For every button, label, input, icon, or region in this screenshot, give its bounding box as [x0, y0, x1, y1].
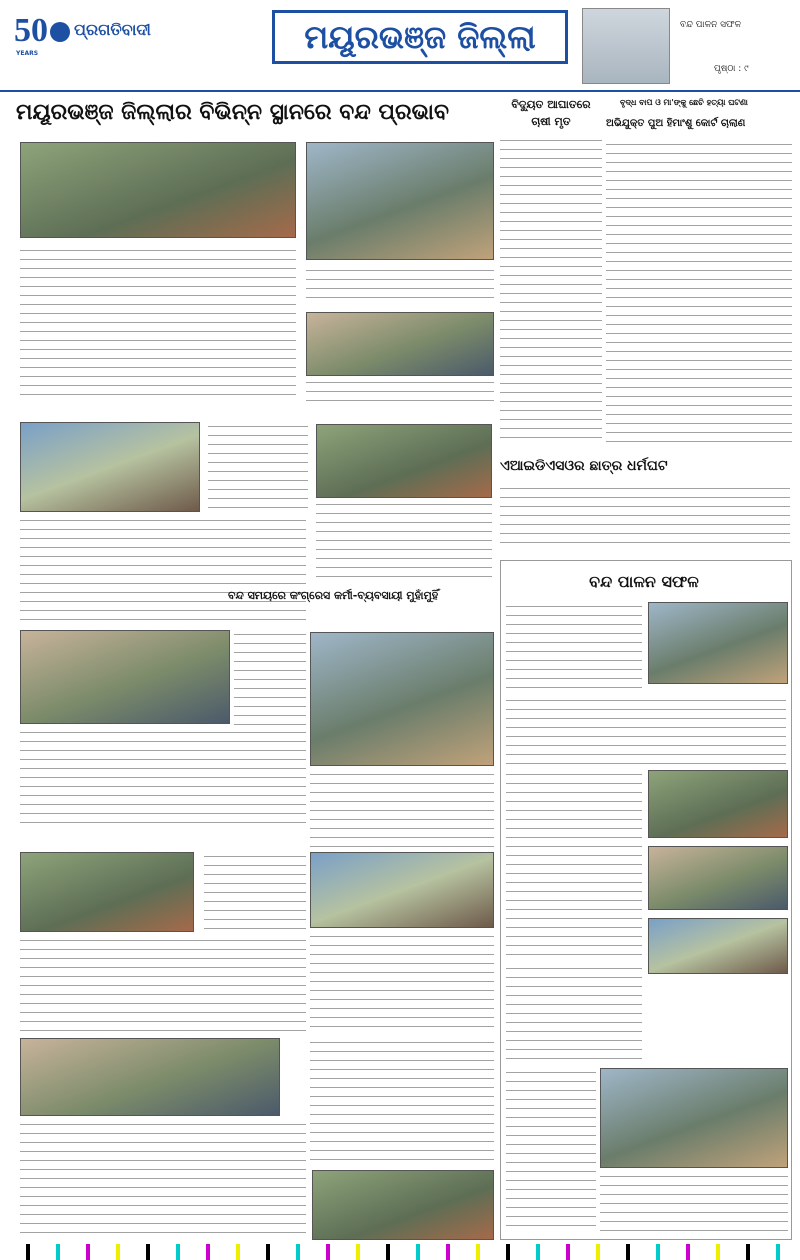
- page-number: ପୃଷ୍ଠା : ୯: [714, 64, 749, 74]
- story-body-text: [506, 696, 786, 764]
- murder-kicker: ବୃଦ୍ଧ ବାପ ଓ ମା'ଙ୍କୁ ଛେଚି ହତ୍ୟା ଘଟଣା: [620, 98, 748, 107]
- anniversary-logo: 50: [14, 12, 48, 49]
- congress-headline: ବନ୍ଦ ସମୟରେ କଂଗ୍ରେସ କର୍ମୀ-ବ୍ୟବସାୟୀ ମୁହାଁମୁହିଁ: [228, 589, 439, 602]
- story-photo: [648, 918, 788, 974]
- story-body-text: [234, 630, 306, 726]
- story-body-text: [506, 964, 642, 1064]
- story-body-text: [204, 852, 306, 932]
- story-photo: [312, 1170, 494, 1240]
- story-photo: [648, 846, 788, 910]
- story-photo: [20, 142, 296, 238]
- story-body-text: [20, 246, 296, 396]
- story-body-text: [606, 140, 792, 446]
- main-headline: ମୟୂରଭଞ୍ଜ ଜିଲ୍ଲାର ବିଭିନ୍ନ ସ୍ଥାନରେ ବନ୍ଦ ପ୍ରଭାବ: [16, 100, 449, 125]
- story-photo: [310, 852, 494, 928]
- paper-name: ପ୍ରଗତିବାଦୀ: [74, 20, 151, 39]
- section-title: ମୟୂରଭଞ୍ଜ ଜିଲ୍ଲା: [272, 10, 568, 64]
- story-photo: [600, 1068, 788, 1168]
- story-photo: [648, 602, 788, 684]
- story-body-text: [310, 770, 494, 850]
- story-body-text: [306, 266, 494, 306]
- story-body-text: [500, 484, 790, 548]
- story-photo: [306, 312, 494, 376]
- color-registration-strip: [0, 1244, 800, 1260]
- masthead-photo: [582, 8, 670, 84]
- story-body-text: [506, 770, 642, 960]
- murder-headline: ଅଭିଯୁକ୍ତ ପୁଅ ହିମାଂଶୁ କୋର୍ଟ ଚାଲାଣ: [606, 118, 746, 129]
- story-body-text: [20, 516, 306, 626]
- story-photo: [306, 142, 494, 260]
- story-photo: [648, 770, 788, 838]
- story-body-text: [506, 1068, 596, 1234]
- story-body-text: [20, 728, 306, 824]
- logo-years-text: YEARS: [16, 50, 39, 57]
- story-photo: [310, 632, 494, 766]
- story-body-text: [208, 422, 308, 516]
- story-body-text: [310, 932, 494, 1032]
- success-headline: ବନ୍ଦ ପାଳନ ସଫଳ: [589, 572, 699, 591]
- story-body-text: [310, 1038, 494, 1166]
- story-body-text: [306, 378, 494, 408]
- story-body-text: [20, 1120, 306, 1238]
- story-photo: [316, 424, 492, 498]
- story-photo: [20, 1038, 280, 1116]
- story-photo: [20, 630, 230, 724]
- story-body-text: [600, 1172, 788, 1236]
- masthead-photo-caption: ବନ୍ଦ ପାଳନ ସଫଳ: [680, 20, 742, 30]
- story-body-text: [500, 136, 602, 446]
- paper-logo-icon: [50, 22, 70, 42]
- story-body-text: [506, 602, 642, 692]
- aides-headline: ଏଆଇଡିଏସଓର ଛାତ୍ର ଧର୍ମଘଟ: [500, 458, 668, 474]
- story-photo: [20, 852, 194, 932]
- story-photo: [20, 422, 200, 512]
- story-body-text: [316, 500, 492, 580]
- electric-headline: ବିଦ୍ୟୁତ ଆଘାତରେ ଚାଷୀ ମୃତ: [511, 98, 591, 128]
- story-body-text: [20, 936, 306, 1032]
